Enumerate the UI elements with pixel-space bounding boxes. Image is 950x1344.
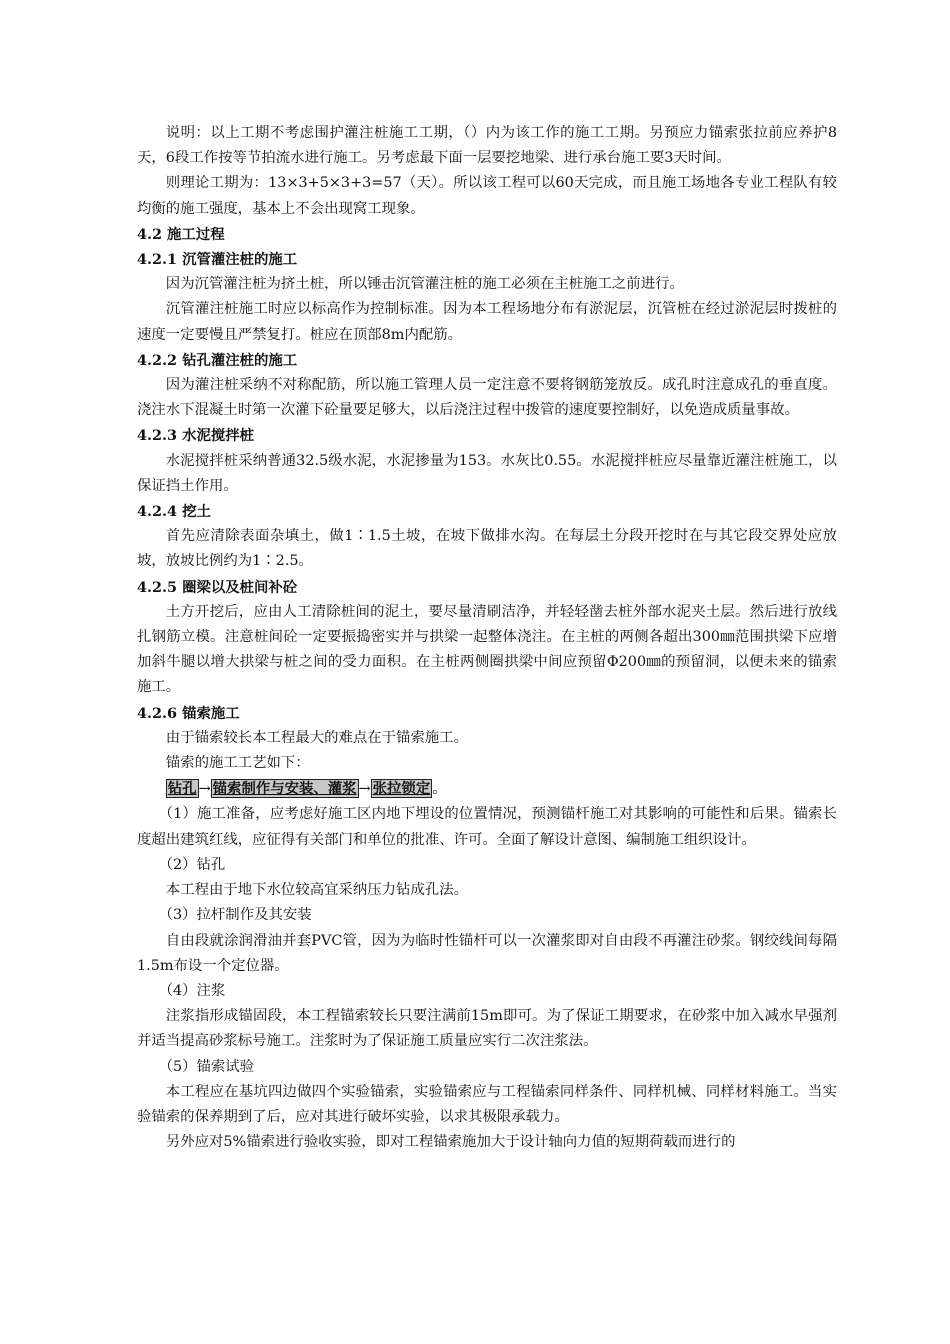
flow-end-mark: 。	[432, 781, 447, 798]
section-heading-4-2-5: 4.2.5 圈梁以及桩间补砼	[137, 578, 298, 596]
section-heading-4-2-6: 4.2.6 锚索施工	[137, 704, 240, 722]
section-4-2-6-paragraph-2: 锚索的施工工艺如下：	[165, 755, 310, 772]
section-4-2-6-paragraph-1: 由于锚索较长本工程最大的难点在于锚索施工。	[165, 729, 469, 746]
step-3-title: （3）拉杆制作及其安装	[158, 907, 312, 924]
step-5-title: （5）锚索试验	[158, 1058, 255, 1075]
section-heading-4-2: 4.2 施工过程	[137, 225, 225, 243]
section-4-2-3-paragraph-1: 水泥搅拌桩采纳普通32.5级水泥，水泥掺量为153。水灰比0.55。水泥搅拌桩应尽量靠近灌注桩施工，以保证挡土作用。	[137, 452, 837, 494]
section-heading-4-2-3: 4.2.3 水泥搅拌桩	[137, 427, 255, 445]
section-heading-4-2-2: 4.2.2 钻孔灌注桩的施工	[137, 351, 298, 369]
step-2-body: 本工程由于地下水位较高宜采纳压力钻成孔法。	[165, 882, 469, 899]
flow-step-anchor-grouting: 锚索制作与安装、灌浆	[212, 780, 357, 798]
section-4-2-2-paragraph-1: 因为灌注桩采纳不对称配筋，所以施工管理人员一定注意不要将钢筋笼放反。成孔时注意成孔的垂直度。浇注水下混凝土时第一次灌下砼量要足够大，以后浇注过程中拨管的速度要控制好，以免造成质量事故。	[137, 377, 837, 419]
intro-paragraph-1: 说明：以上工期不考虑围护灌注桩施工工期，（）内为该工作的施工工期。另预应力锚索张拉前应养护8天，6段工作按等节拍流水进行施工。另考虑最下面一层要挖地梁、进行承台施工要3天时间。	[137, 125, 837, 167]
flow-step-drilling: 钻孔	[167, 780, 197, 798]
step-3-body: 自由段就涂润滑油并套PVC管，因为为临时性锚杆可以一次灌浆即对自由段不再灌注砂浆。钢绞线间每隔1.5m布设一个定位器。	[137, 932, 837, 974]
process-flow	[137, 776, 837, 802]
document-body	[137, 121, 837, 1155]
step-5-body-continued: 另外应对5%锚索进行验收实验，即对工程锚索施加大于设计轴向力值的短期荷载而进行的	[165, 1134, 736, 1151]
flow-arrow-icon: →	[198, 781, 211, 798]
step-5-body: 本工程应在基坑四边做四个实验锚索，实验锚索应与工程锚索同样条件、同样机械、同样材料施工。当实验锚索的保养期到了后，应对其进行破坏实验，以求其极限承载力。	[137, 1083, 837, 1125]
section-4-2-5-paragraph-1: 土方开挖后，应由人工清除桩间的泥土，要尽量清刷洁净，并轻轻凿去桩外部水泥夹土层。然后进行放线扎钢筋立模。注意桩间砼一定要振捣密实并与拱梁一起整体浇注。在主桩的两侧各超出300㎜范围拱梁下应增加斜牛腿以增大拱梁与桩之间的受力面积。在主桩两侧圈拱梁中间应预留Φ200㎜的预留洞，以便未来的锚索施工。	[137, 603, 837, 696]
section-heading-4-2-4: 4.2.4 挖土	[137, 503, 211, 521]
section-heading-4-2-1: 4.2.1 沉管灌注桩的施工	[137, 251, 298, 269]
step-2-title: （2）钻孔	[158, 856, 226, 873]
step-4-title: （4）注浆	[158, 982, 226, 999]
step-4-body: 注浆指形成锚固段，本工程锚索较长只要注满前15m即可。为了保证工期要求，在砂浆中加入减水早强剂并适当提高砂浆标号施工。注浆时为了保证施工质量应实行二次注浆法。	[137, 1008, 837, 1050]
step-1-paragraph: （1）施工准备，应考虑好施工区内地下埋设的位置情况，预测锚杆施工对其影响的可能性和后果。锚索长度超出建筑红线，应征得有关部门和单位的批准、许可。全面了解设计意图、编制施工组织设计。	[137, 806, 837, 848]
section-4-2-1-paragraph-2: 沉管灌注桩施工时应以标高作为控制标准。因为本工程场地分布有淤泥层，沉管桩在经过淤泥层时拨桩的速度一定要慢且严禁复打。桩应在顶部8m内配筋。	[137, 301, 837, 343]
section-4-2-1-paragraph-1: 因为沉管灌注桩为挤土桩，所以锤击沉管灌注桩的施工必须在主桩施工之前进行。	[165, 276, 684, 293]
flow-arrow-icon: →	[358, 781, 371, 798]
section-4-2-4-paragraph-1: 首先应清除表面杂填土，做1∶1.5土坡，在坡下做排水沟。在每层土分段开挖时在与其它段交界处应放坡，放坡比例约为1∶2.5。	[137, 528, 837, 570]
intro-paragraph-2: 则理论工期为：13×3+5×3+3=57（天）。所以该工程可以60天完成，而且施工场地各专业工程队有较均衡的施工强度，基本上不会出现窝工现象。	[137, 175, 837, 217]
flow-step-tension-lock: 张拉锁定	[372, 780, 431, 798]
